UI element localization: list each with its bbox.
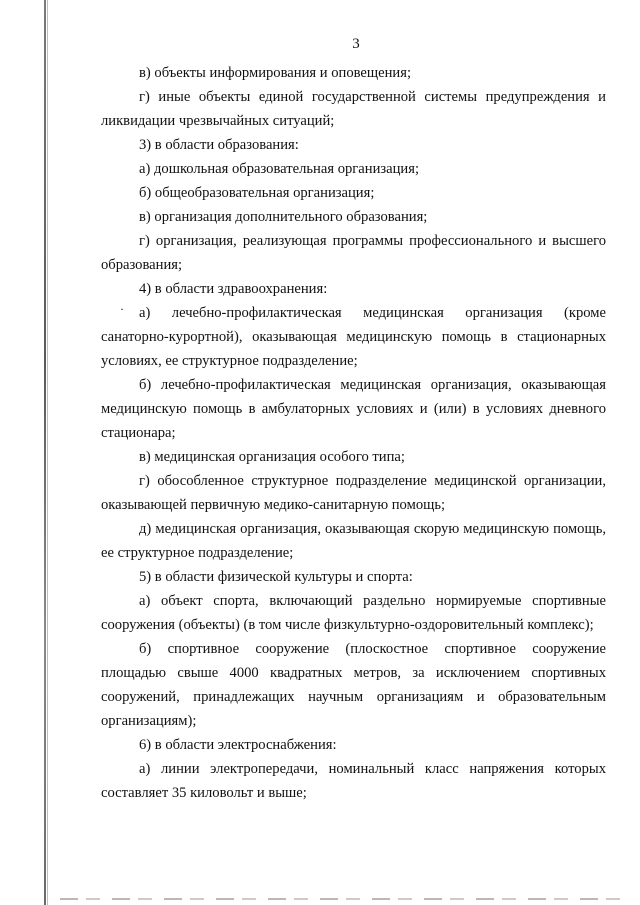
paragraph: 3) в области образования: bbox=[139, 137, 299, 153]
paragraph: а) лечебно-профилактическая медицинская организация (кроме санаторно-курортной), оказывающая медицинскую помощь в стационарных условиях, ее структурное подразделение; bbox=[101, 305, 606, 369]
paragraph: б) лечебно-профилактическая медицинская организация, оказывающая медицинскую помощь в амбулаторных условиях и (или) в условиях дневного стационара; bbox=[101, 377, 606, 441]
document-body bbox=[101, 61, 606, 805]
paragraph: а) объект спорта, включающий раздельно нормируемые спортивные сооружения (объекты) (в том числе физкультурно-оздоровительный комплекс); bbox=[101, 593, 606, 633]
paragraph: 5) в области физической культуры и спорта: bbox=[139, 569, 413, 585]
paragraph: 4) в области здравоохранения: bbox=[139, 281, 328, 297]
paragraph: 6) в области электроснабжения: bbox=[139, 737, 337, 753]
paragraph: б) общеобразовательная организация; bbox=[139, 185, 375, 201]
paragraph: г) организация, реализующая программы профессионального и высшего образования; bbox=[101, 233, 606, 273]
paragraph: г) иные объекты единой государственной системы предупреждения и ликвидации чрезвычайных ситуаций; bbox=[101, 89, 606, 129]
margin-dot-mark: · bbox=[120, 302, 124, 316]
paragraph: а) линии электропередачи, номинальный класс напряжения которых составляет 35 киловольт и выше; bbox=[101, 761, 606, 801]
paragraph: д) медицинская организация, оказывающая скорую медицинскую помощь, ее структурное подразделение; bbox=[101, 521, 606, 561]
paragraph: б) спортивное сооружение (плоскостное спортивное сооружение площадью свыше 4000 квадратных метров, за исключением спортивных сооружений, принадлежащих научным организациям и образовательным организациям); bbox=[101, 641, 606, 729]
scan-binding-edge bbox=[44, 0, 46, 905]
paragraph: а) дошкольная образовательная организация; bbox=[139, 161, 420, 177]
paragraph: в) объекты информирования и оповещения; bbox=[139, 65, 412, 81]
scan-binding-edge-shadow bbox=[47, 0, 48, 905]
paragraph: г) обособленное структурное подразделение медицинской организации, оказывающей первичную медико-санитарную помощь; bbox=[101, 473, 606, 513]
paragraph: в) организация дополнительного образования; bbox=[139, 209, 428, 225]
scan-bottom-artifact bbox=[60, 898, 620, 900]
paragraph: в) медицинская организация особого типа; bbox=[139, 449, 405, 465]
page-number: 3 bbox=[352, 36, 360, 52]
